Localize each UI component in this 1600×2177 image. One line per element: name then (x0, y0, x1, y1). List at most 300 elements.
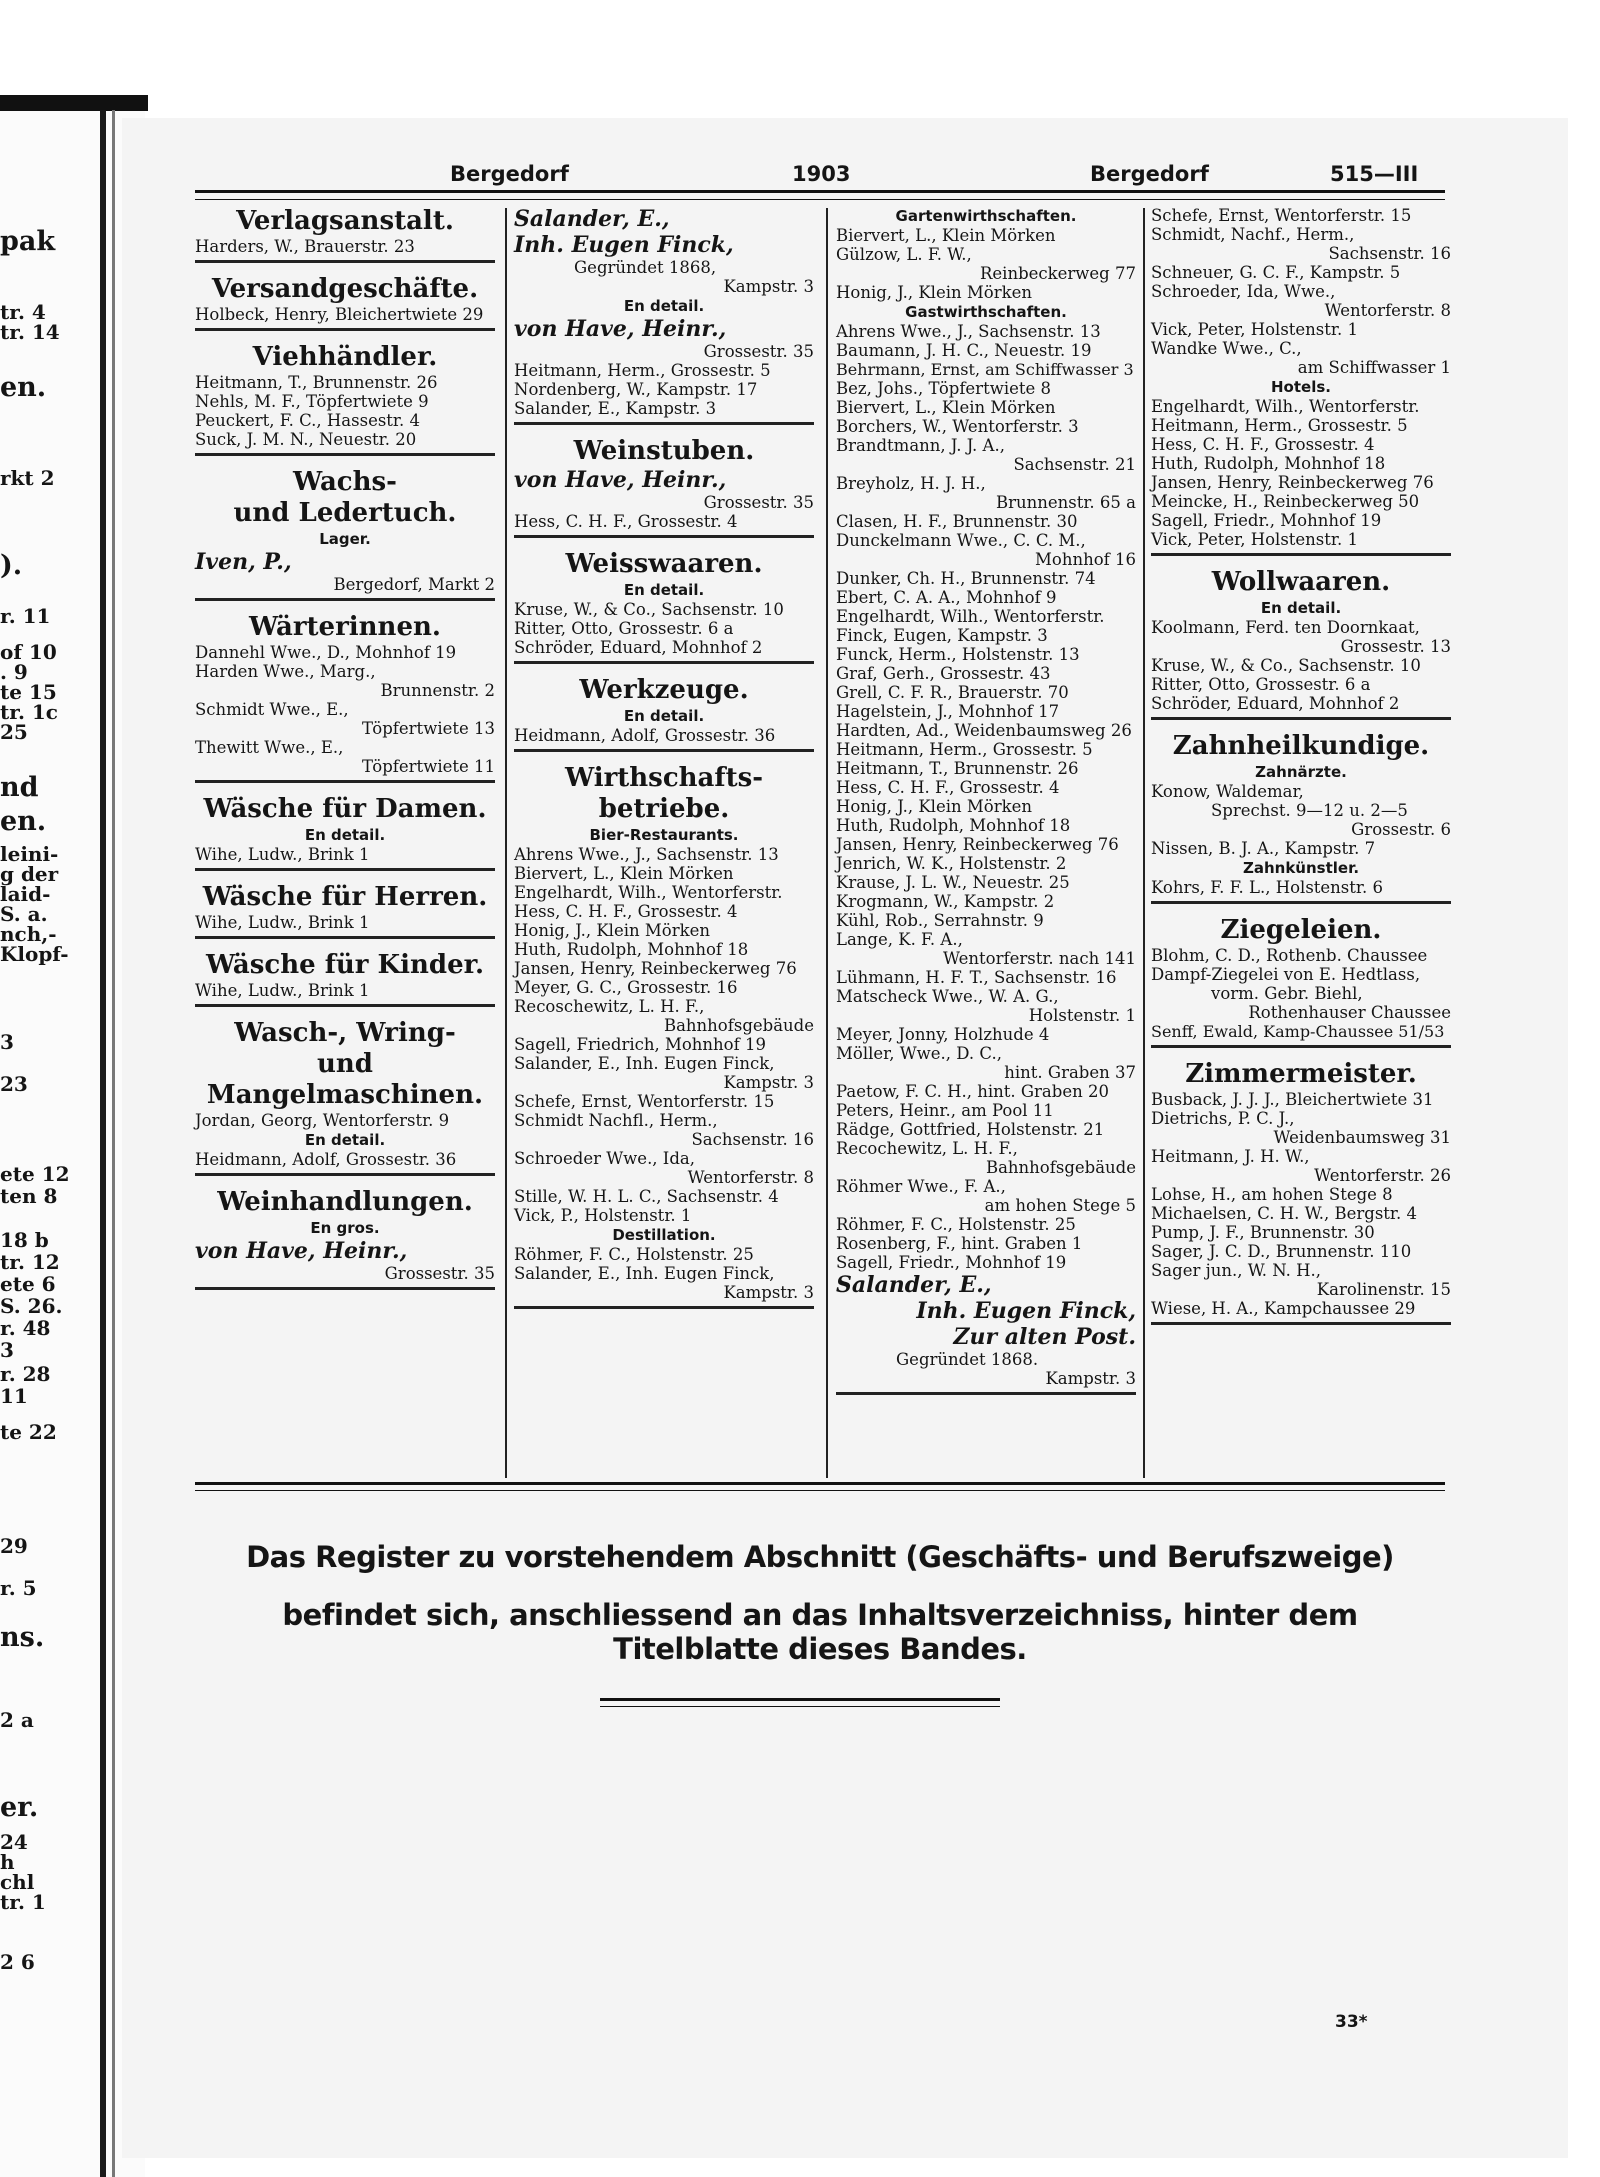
directory-entry: Wihe, Ludw., Brink 1 (195, 981, 370, 1000)
facing-page-fragment: laid- (0, 882, 51, 906)
section-rule (836, 1392, 1136, 1400)
directory-entry: Busback, J. J. J., Bleichertwiete 31 (1151, 1090, 1434, 1109)
directory-entry: Suck, J. M. N., Neuestr. 20 (195, 430, 417, 449)
directory-entry: Heitmann, Herm., Grossestr. 5 (836, 740, 1093, 759)
directory-section (195, 1018, 495, 1181)
directory-entry: Sager, J. C. D., Brunnenstr. 110 (1151, 1242, 1412, 1261)
section-heading: Wäsche für Herren. (202, 882, 488, 912)
subsection-heading: Zahnkünstler. (1242, 859, 1360, 877)
directory-section (514, 675, 814, 757)
directory-entry: Hardten, Ad., Weidenbaumsweg 26 (836, 721, 1132, 740)
bottom-rule (195, 1482, 1445, 1491)
column-2 (514, 206, 814, 1320)
section-rule (514, 749, 814, 757)
page-gutter-shadow (112, 110, 115, 2177)
directory-entry: Rothenhauser Chaussee (1248, 1003, 1451, 1022)
facing-page-fragment: pak (0, 226, 56, 257)
directory-entry: Biervert, L., Klein Mörken (836, 398, 1056, 417)
directory-section (836, 206, 1136, 1400)
directory-entry: Engelhardt, Wilh., Wentorferstr. (514, 883, 783, 902)
directory-entry: am hohen Stege 5 (984, 1196, 1136, 1215)
directory-entry: Clasen, H. F., Brunnenstr. 30 (836, 512, 1078, 531)
directory-entry: Heitmann, Herm., Grossestr. 5 (514, 361, 771, 380)
directory-entry: Nissen, B. J. A., Kampstr. 7 (1151, 839, 1376, 858)
directory-entry: Hagelstein, J., Mohnhof 17 (836, 702, 1060, 721)
facing-page-fragment: en. (0, 806, 47, 837)
directory-entry: Gülzow, L. F. W., (836, 245, 972, 264)
section-rule (195, 780, 495, 788)
facing-page-fragment: tr. 1 (0, 1890, 46, 1914)
subsection-heading: Gartenwirthschaften. (895, 207, 1077, 225)
directory-entry: Reinbeckerweg 77 (979, 264, 1136, 283)
directory-section (514, 206, 814, 430)
facing-page-fragment: leini- (0, 842, 59, 866)
facing-page-fragment: g der (0, 862, 59, 886)
directory-entry: Wiese, H. A., Kampchaussee 29 (1151, 1299, 1416, 1318)
subsection-heading: Destillation. (612, 1226, 716, 1244)
advertisement-line: Salander, E., (836, 1272, 992, 1298)
directory-entry: Weidenbaumsweg 31 (1273, 1128, 1451, 1147)
section-rule (514, 535, 814, 543)
directory-entry: Vick, P., Holstenstr. 1 (514, 1206, 692, 1225)
facing-page-fragment: tr. 1c (0, 700, 58, 724)
directory-entry: Bergedorf, Markt 2 (333, 575, 495, 594)
directory-entry: Michaelsen, C. H. W., Bergstr. 4 (1151, 1204, 1417, 1223)
directory-entry: Krogmann, W., Kampstr. 2 (836, 892, 1055, 911)
column-3 (836, 206, 1136, 1406)
directory-entry: Huth, Rudolph, Mohnhof 18 (1151, 454, 1386, 473)
directory-entry: Lühmann, H. F. T., Sachsenstr. 16 (836, 968, 1117, 987)
section-heading: Wasch-, Wring- (234, 1018, 456, 1048)
column-divider (1143, 208, 1145, 1478)
facing-page-fragment: 23 (0, 1072, 28, 1096)
directory-entry: Grossestr. 35 (703, 342, 814, 361)
facing-page-fragment: nch,- (0, 922, 57, 946)
directory-section (1151, 206, 1451, 561)
directory-entry: Mohnhof 16 (1035, 550, 1136, 569)
column-divider (826, 208, 828, 1478)
directory-entry: Bahnhofsgebäude (985, 1158, 1136, 1177)
facing-page-fragment: of 10 (0, 640, 57, 664)
directory-entry: Jansen, Henry, Reinbeckerweg 76 (1151, 473, 1434, 492)
facing-page-fragment: 2 a (0, 1708, 34, 1732)
directory-entry: Nordenberg, W., Kampstr. 17 (514, 380, 758, 399)
directory-entry: Koolmann, Ferd. ten Doornkaat, (1151, 618, 1420, 637)
section-heading: Wachs- (293, 467, 397, 497)
directory-entry: Honig, J., Klein Mörken (836, 283, 1032, 302)
subsection-heading: Gastwirthschaften. (905, 303, 1067, 321)
facing-page-fragment: . 9 (0, 660, 28, 684)
directory-entry: Breyholz, H. J. H., (836, 474, 986, 493)
directory-entry: Wentorferstr. 8 (1324, 301, 1451, 320)
subsection-heading: En detail. (623, 707, 705, 725)
section-rule (195, 1287, 495, 1295)
directory-entry: Bahnhofsgebäude (663, 1016, 814, 1035)
directory-section (195, 882, 495, 944)
facing-page-fragment: rkt 2 (0, 466, 55, 490)
directory-section (195, 950, 495, 1012)
directory-entry: Stille, W. H. L. C., Sachsenstr. 4 (514, 1187, 779, 1206)
directory-entry: Schröder, Eduard, Mohnhof 2 (514, 638, 763, 657)
directory-entry: Schroeder, Ida, Wwe., (1151, 282, 1336, 301)
section-rule (1151, 901, 1451, 909)
subsection-heading: Zahnärzte. (1255, 763, 1347, 781)
directory-entry: Meincke, H., Reinbeckerweg 50 (1151, 492, 1420, 511)
header-place-left: Bergedorf (450, 162, 569, 186)
directory-entry: Kampstr. 3 (723, 277, 814, 296)
directory-entry: Heitmann, Herm., Grossestr. 5 (1151, 416, 1408, 435)
directory-entry: Schroeder Wwe., Ida, (514, 1149, 695, 1168)
advertisement-line: von Have, Heinr., (514, 316, 727, 342)
running-header (195, 162, 1445, 190)
section-heading: Wirthschafts- (564, 763, 764, 793)
directory-section (514, 549, 814, 669)
directory-entry: Dunker, Ch. H., Brunnenstr. 74 (836, 569, 1096, 588)
section-heading: Wärterinnen. (249, 612, 441, 642)
section-rule (1151, 1045, 1451, 1053)
directory-section (514, 436, 814, 543)
directory-section (195, 274, 495, 336)
directory-entry: Dampf-Ziegelei von E. Hedtlass, (1151, 965, 1421, 984)
directory-entry: Behrmann, Ernst, am Schiffwasser 3 (836, 360, 1134, 379)
page-number: 33* (1335, 2012, 1368, 2032)
directory-entry: Schneuer, G. C. F., Kampstr. 5 (1151, 263, 1401, 282)
directory-entry: Kruse, W., & Co., Sachsenstr. 10 (514, 600, 784, 619)
directory-section (195, 342, 495, 461)
subsection-heading: En gros. (310, 1219, 380, 1237)
facing-page-fragment: 11 (0, 1384, 28, 1408)
facing-page-fragment: ete 6 (0, 1272, 56, 1296)
directory-entry: am Schiffwasser 1 (1297, 358, 1451, 377)
directory-entry: Jansen, Henry, Reinbeckerweg 76 (836, 835, 1119, 854)
directory-entry: Grell, C. F. R., Brauerstr. 70 (836, 683, 1069, 702)
facing-page-fragment: r. 5 (0, 1576, 37, 1600)
facing-page-fragment: 25 (0, 720, 28, 744)
section-heading: Zahnheilkundige. (1172, 731, 1430, 761)
section-rule (514, 1306, 814, 1314)
section-heading: betriebe. (598, 794, 730, 824)
section-rule (1151, 717, 1451, 725)
facing-page-fragment: S. a. (0, 902, 48, 926)
directory-entry: Töpfertwiete 13 (361, 719, 495, 738)
facing-page-fragment: S. 26. (0, 1294, 63, 1318)
directory-entry: Sagell, Friedrich, Mohnhof 19 (514, 1035, 766, 1054)
directory-entry: Biervert, L., Klein Mörken (514, 864, 734, 883)
facing-page-fragment: tr. 14 (0, 320, 60, 344)
page-gutter-line (100, 110, 106, 2177)
directory-entry: Hess, C. H. F., Grossestr. 4 (1151, 435, 1375, 454)
directory-entry: Kampstr. 3 (723, 1073, 814, 1092)
section-heading: Weinstuben. (573, 436, 755, 466)
header-year: 1903 (792, 162, 851, 186)
facing-page-fragment: te 22 (0, 1420, 57, 1444)
directory-entry: Schmidt Nachfl., Herm., (514, 1111, 718, 1130)
directory-entry: hint. Graben 37 (1004, 1063, 1136, 1082)
facing-page-fragment: 3 (0, 1338, 14, 1362)
directory-entry: Peuckert, F. C., Hassestr. 4 (195, 411, 420, 430)
facing-page-fragment: ). (0, 550, 23, 581)
directory-entry: Jenrich, W. K., Holstenstr. 2 (836, 854, 1067, 873)
directory-entry: Honig, J., Klein Mörken (514, 921, 710, 940)
directory-entry: Heitmann, T., Brunnenstr. 26 (195, 373, 438, 392)
directory-entry: Konow, Waldemar, (1151, 782, 1304, 801)
directory-entry: Engelhardt, Wilh., Wentorferstr. (1151, 397, 1420, 416)
directory-entry: Kühl, Rob., Serrahnstr. 9 (836, 911, 1044, 930)
directory-entry: Meyer, Jonny, Holzhude 4 (836, 1025, 1050, 1044)
facing-page-fragment: nd (0, 772, 39, 803)
facing-page-fragment: ete 12 (0, 1162, 70, 1186)
column-divider (505, 208, 507, 1478)
facing-page-fragment: 3 (0, 1030, 14, 1054)
section-heading: Wäsche für Damen. (203, 794, 487, 824)
directory-entry: Vick, Peter, Holstenstr. 1 (1151, 320, 1358, 339)
section-rule (195, 260, 495, 268)
directory-entry: Ritter, Otto, Grossestr. 6 a (514, 619, 734, 638)
subsection-heading: Lager. (319, 530, 371, 548)
directory-section (1151, 731, 1451, 909)
subsection-heading: Hotels. (1271, 378, 1331, 396)
directory-entry: Schefe, Ernst, Wentorferstr. 15 (1151, 206, 1412, 225)
directory-entry: Wihe, Ludw., Brink 1 (195, 845, 370, 864)
directory-entry: Heitmann, J. H. W., (1151, 1147, 1310, 1166)
directory-entry: Gegründet 1868. (896, 1350, 1039, 1369)
subsection-heading: Bier-Restaurants. (589, 826, 739, 844)
facing-page-fragment: te 15 (0, 680, 57, 704)
directory-entry: Töpfertwiete 11 (361, 757, 495, 776)
directory-entry: Sachsenstr. 16 (1328, 244, 1451, 263)
directory-entry: Bez, Johs., Töpfertwiete 8 (836, 379, 1052, 398)
section-rule (195, 598, 495, 606)
directory-section (1151, 567, 1451, 725)
facing-page-fragment: 29 (0, 1534, 28, 1558)
directory-entry: Brunnenstr. 2 (380, 681, 495, 700)
directory-entry: Rädge, Gottfried, Holstenstr. 21 (836, 1120, 1105, 1139)
facing-page-fragment: er. (0, 1792, 39, 1823)
directory-entry: Brandtmann, J. J. A., (836, 436, 1005, 455)
directory-entry: Rosenberg, F., hint. Graben 1 (836, 1234, 1083, 1253)
section-heading: Wäsche für Kinder. (205, 950, 485, 980)
directory-entry: Schmidt Wwe., E., (195, 700, 349, 719)
advertisement-line: Salander, E., (514, 206, 670, 232)
directory-entry: Sager jun., W. N. H., (1151, 1261, 1322, 1280)
directory-entry: Hess, C. H. F., Grossestr. 4 (514, 512, 738, 531)
directory-entry: Salander, E., Kampstr. 3 (514, 399, 717, 418)
directory-entry: Sachsenstr. 16 (691, 1130, 814, 1149)
section-rule (195, 1173, 495, 1181)
section-rule (195, 328, 495, 336)
advertisement-line: von Have, Heinr., (514, 467, 727, 493)
register-notice-line-1: Das Register zu vorstehendem Abschnitt (Geschäfts- und Berufszweige) (246, 1540, 1394, 1574)
section-rule (1151, 553, 1451, 561)
section-heading: Versandgeschäfte. (211, 274, 479, 304)
directory-entry: Krause, J. L. W., Neuestr. 25 (836, 873, 1070, 892)
directory-entry: Heidmann, Adolf, Grossestr. 36 (195, 1150, 457, 1169)
directory-entry: Dannehl Wwe., D., Mohnhof 19 (195, 643, 457, 662)
advertisement-line: von Have, Heinr., (195, 1238, 408, 1264)
directory-entry: Sprechst. 9—12 u. 2—5 (1211, 801, 1408, 820)
directory-entry: Biervert, L., Klein Mörken (836, 226, 1056, 245)
facing-page-fragment: chl (0, 1870, 35, 1894)
section-rule (1151, 1322, 1451, 1330)
directory-entry: Engelhardt, Wilh., Wentorferstr. (836, 607, 1105, 626)
directory-entry: Hess, C. H. F., Grossestr. 4 (514, 902, 738, 921)
directory-entry: Sachsenstr. 21 (1013, 455, 1136, 474)
section-rule (195, 453, 495, 461)
section-heading: Verlagsanstalt. (236, 206, 454, 236)
directory-entry: Dunckelmann Wwe., C. C. M., (836, 531, 1086, 550)
directory-entry: Borchers, W., Wentorferstr. 3 (836, 417, 1079, 436)
facing-page-fragment: r. 11 (0, 604, 51, 628)
directory-section (1151, 1059, 1451, 1330)
section-rule (514, 661, 814, 669)
directory-entry: Dietrichs, P. C. J., (1151, 1109, 1295, 1128)
facing-page-fragment: r. 48 (0, 1316, 51, 1340)
directory-entry: Vick, Peter, Holstenstr. 1 (1151, 530, 1358, 549)
directory-entry: Kohrs, F. F. L., Holstenstr. 6 (1151, 878, 1383, 897)
directory-entry: Sagell, Friedr., Mohnhof 19 (836, 1253, 1067, 1272)
directory-entry: Harders, W., Brauerstr. 23 (195, 237, 415, 256)
directory-entry: Finck, Eugen, Kampstr. 3 (836, 626, 1048, 645)
directory-entry: Grossestr. 35 (703, 493, 814, 512)
directory-entry: Hess, C. H. F., Grossestr. 4 (836, 778, 1060, 797)
directory-entry: Ritter, Otto, Grossestr. 6 a (1151, 675, 1371, 694)
facing-page-fragment: ns. (0, 1622, 45, 1653)
directory-entry: Graf, Gerh., Grossestr. 43 (836, 664, 1051, 683)
advertisement-line: Zur alten Post. (953, 1324, 1136, 1350)
subsection-heading: En detail. (623, 297, 705, 315)
directory-entry: Lohse, H., am hohen Stege 8 (1151, 1185, 1393, 1204)
section-heading: und (317, 1049, 373, 1079)
directory-entry: Wandke Wwe., C., (1151, 339, 1302, 358)
directory-entry: Möller, Wwe., D. C., (836, 1044, 1002, 1063)
register-notice-line-2: befindet sich, anschliessend an das Inhaltsverzeichniss, hinter dem Titelblatte dieses Bandes. (282, 1598, 1358, 1666)
end-rule (600, 1698, 1000, 1707)
directory-entry: Baumann, J. H. C., Neuestr. 19 (836, 341, 1092, 360)
advertisement-line: Inh. Eugen Finck, (916, 1298, 1136, 1324)
directory-entry: Lange, K. F. A., (836, 930, 963, 949)
directory-section (1151, 915, 1451, 1053)
directory-section (195, 206, 495, 268)
section-rule (195, 868, 495, 876)
directory-section (195, 467, 495, 606)
section-heading: Werkzeuge. (579, 675, 749, 705)
advertisement-line: Iven, P., (195, 549, 292, 575)
column-1 (195, 206, 495, 1301)
facing-page-fragment: 24 (0, 1830, 28, 1854)
directory-entry: Kampstr. 3 (723, 1283, 814, 1302)
directory-entry: Röhmer Wwe., F. A., (836, 1177, 1006, 1196)
directory-entry: Matscheck Wwe., W. A. G., (836, 987, 1059, 1006)
directory-section (195, 794, 495, 876)
facing-page-fragment: 2 6 (0, 1950, 35, 1974)
subsection-heading: En detail. (623, 581, 705, 599)
directory-entry: Schröder, Eduard, Mohnhof 2 (1151, 694, 1400, 713)
directory-entry: Blohm, C. D., Rothenb. Chaussee (1151, 946, 1428, 965)
advertisement-line: Inh. Eugen Finck, (514, 232, 734, 258)
directory-section (195, 612, 495, 788)
directory-entry: Kampstr. 3 (1045, 1369, 1136, 1388)
directory-entry: Röhmer, F. C., Holstenstr. 25 (836, 1215, 1076, 1234)
directory-entry: Recoschewitz, L. H. F., (514, 997, 705, 1016)
directory-entry: Meyer, G. C., Grossestr. 16 (514, 978, 738, 997)
subsection-heading: En detail. (1260, 599, 1342, 617)
directory-entry: Senff, Ewald, Kamp-Chaussee 51/53 (1151, 1022, 1445, 1041)
binding-bar (0, 95, 148, 111)
facing-page-fragment: h (0, 1850, 15, 1874)
directory-entry: Wentorferstr. 26 (1314, 1166, 1451, 1185)
directory-entry: Kruse, W., & Co., Sachsenstr. 10 (1151, 656, 1421, 675)
directory-entry: Harden Wwe., Marg., (195, 662, 376, 681)
directory-entry: Jansen, Henry, Reinbeckerweg 76 (514, 959, 797, 978)
directory-entry: Schmidt, Nachf., Herm., (1151, 225, 1355, 244)
facing-page-fragment: r. 28 (0, 1362, 51, 1386)
directory-entry: Brunnenstr. 65 a (995, 493, 1136, 512)
facing-page-fragment: tr. 4 (0, 300, 46, 324)
directory-section (195, 1187, 495, 1295)
directory-entry: Karolinenstr. 15 (1316, 1280, 1451, 1299)
directory-entry: Funck, Herm., Holstenstr. 13 (836, 645, 1080, 664)
section-heading: Weinhandlungen. (217, 1187, 473, 1217)
section-heading: Mangelmaschinen. (206, 1080, 484, 1110)
directory-entry: Heitmann, T., Brunnenstr. 26 (836, 759, 1079, 778)
facing-page-fragment: tr. 12 (0, 1250, 60, 1274)
facing-page-fragment: ten 8 (0, 1184, 58, 1208)
directory-entry: Thewitt Wwe., E., (195, 738, 344, 757)
header-rule (195, 190, 1445, 200)
facing-page-fragment: 18 b (0, 1228, 49, 1252)
directory-entry: Ahrens Wwe., J., Sachsenstr. 13 (836, 322, 1101, 341)
directory-entry: Grossestr. 6 (1351, 820, 1451, 839)
directory-entry: Röhmer, F. C., Holstenstr. 25 (514, 1245, 754, 1264)
header-page: 515—III (1330, 162, 1419, 186)
facing-page-fragment: Klopf- (0, 942, 69, 966)
directory-entry: Wihe, Ludw., Brink 1 (195, 913, 370, 932)
section-rule (195, 1004, 495, 1012)
directory-entry: Sagell, Friedr., Mohnhof 19 (1151, 511, 1382, 530)
directory-entry: Jordan, Georg, Wentorferstr. 9 (195, 1111, 450, 1130)
subsection-heading: En detail. (304, 826, 386, 844)
directory-entry: Huth, Rudolph, Mohnhof 18 (836, 816, 1071, 835)
section-heading: Weisswaaren. (565, 549, 763, 579)
directory-entry: Grossestr. 35 (384, 1264, 495, 1283)
directory-entry: Grossestr. 13 (1340, 637, 1451, 656)
subsection-heading: En detail. (304, 1131, 386, 1149)
directory-entry: Heidmann, Adolf, Grossestr. 36 (514, 726, 776, 745)
directory-entry: Schefe, Ernst, Wentorferstr. 15 (514, 1092, 775, 1111)
directory-entry: Nehls, M. F., Töpfertwiete 9 (195, 392, 429, 411)
directory-entry: Recochewitz, L. H. F., (836, 1139, 1018, 1158)
directory-entry: Ebert, C. A. A., Mohnhof 9 (836, 588, 1057, 607)
section-rule (195, 936, 495, 944)
directory-entry: Ahrens Wwe., J., Sachsenstr. 13 (514, 845, 779, 864)
directory-entry: Paetow, F. C. H., hint. Graben 20 (836, 1082, 1109, 1101)
directory-entry: Holstenstr. 1 (1028, 1006, 1136, 1025)
section-heading: Zimmermeister. (1185, 1059, 1417, 1089)
directory-entry: Gegründet 1868, (574, 258, 717, 277)
directory-entry: Wentorferstr. nach 141 (943, 949, 1136, 968)
directory-entry: Holbeck, Henry, Bleichertwiete 29 (195, 305, 484, 324)
directory-entry: Honig, J., Klein Mörken (836, 797, 1032, 816)
directory-entry: Wentorferstr. 8 (687, 1168, 814, 1187)
directory-entry: Pump, J. F., Brunnenstr. 30 (1151, 1223, 1375, 1242)
directory-entry: Peters, Heinr., am Pool 11 (836, 1101, 1054, 1120)
directory-entry: vorm. Gebr. Biehl, (1211, 984, 1363, 1003)
directory-entry: Salander, E., Inh. Eugen Finck, (514, 1264, 775, 1283)
column-4 (1151, 206, 1451, 1336)
section-heading: Viehhändler. (252, 342, 438, 372)
section-rule (514, 422, 814, 430)
facing-page-fragment: en. (0, 372, 47, 403)
